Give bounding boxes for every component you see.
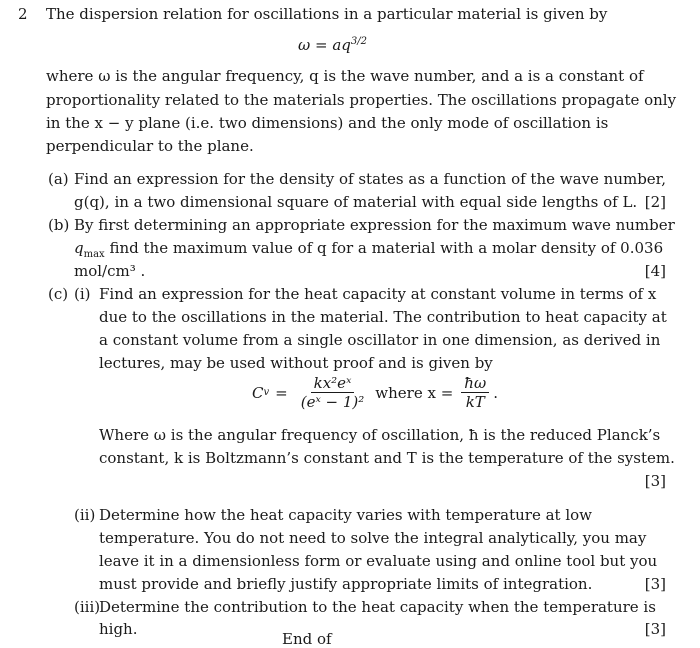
part-c-iii-marks: [3]: [644, 620, 666, 638]
equation-exponent: 3/2: [350, 36, 367, 47]
part-c-i-line: a constant volume from a single oscillator in one dimension, as derived in: [99, 331, 661, 349]
part-c-label: (c): [48, 285, 69, 303]
part-c-ii-line: Determine how the heat capacity varies with temperature at low: [99, 506, 593, 524]
intro-paragraph-line: where ω is the angular frequency, q is the wave number, and a is a constant of: [46, 67, 644, 85]
part-a-line: Find an expression for the density of states as a function of the wave number,: [74, 170, 666, 188]
formula-lhs-subscript: v: [263, 387, 270, 398]
dispersion-equation: [298, 36, 367, 54]
part-a-line: g(q), in a two dimensional square of material with equal side lengths of L.: [74, 193, 638, 211]
qmax-subscript: max: [83, 249, 105, 260]
intro-paragraph-line: in the x − y plane (i.e. two dimensions) and the only mode of oscillation is: [46, 114, 609, 132]
fraction-1-numerator: kx²eˣ: [311, 374, 355, 393]
part-c-i-after-line: constant, k is Boltzmann’s constant and T is the temperature of the system.: [99, 449, 675, 467]
part-c-ii-line: leave it in a dimensionless form or evaluate using and online tool but you: [99, 552, 658, 570]
part-c-i-line: Find an expression for the heat capacity at constant volume in terms of x: [99, 285, 657, 303]
part-c-ii-line: temperature. You do not need to solve the integral analytically, you may: [99, 529, 647, 547]
part-a-marks: [2]: [644, 193, 666, 211]
part-b-label: (b): [48, 216, 70, 234]
formula-end: .: [493, 383, 498, 402]
part-b-line: mol/cm³ .: [74, 262, 146, 280]
formula-equals: =: [275, 383, 288, 402]
part-c-iii-label: (iii): [74, 598, 101, 616]
question-number: 2: [18, 5, 28, 23]
intro-line: The dispersion relation for oscillations in a particular material is given by: [46, 5, 608, 23]
part-c-iii-line: Determine the contribution to the heat capacity when the temperature is: [99, 598, 656, 616]
heat-capacity-formula: [252, 374, 498, 411]
intro-paragraph-line: proportionality related to the materials properties. The oscillations propagate only: [46, 91, 677, 109]
part-c-i-after-line: Where ω is the angular frequency of oscillation, ħ is the reduced Planck’s: [99, 426, 661, 444]
part-c-i-label: (i): [74, 285, 91, 303]
part-c-i-marks: [3]: [644, 472, 666, 490]
part-c-i-line: due to the oscillations in the material. The contribution to heat capacity at: [99, 308, 667, 326]
part-b-line-text: find the maximum value of q for a material with a molar density of 0.036: [109, 239, 664, 257]
fraction-2-numerator: ħω: [461, 374, 489, 393]
part-c-ii-marks: [3]: [644, 575, 666, 593]
equation-text: ω = aq: [298, 36, 351, 54]
formula-lhs: C: [252, 383, 264, 402]
fraction-2-denominator: kT: [465, 393, 485, 411]
part-c-ii-line: must provide and briefly justify appropriate limits of integration.: [99, 575, 593, 593]
part-b-line-qmax: [74, 239, 663, 260]
footer-text: End of: [282, 630, 332, 648]
part-b-line: By first determining an appropriate expression for the maximum wave number: [74, 216, 675, 234]
part-c-iii-line: high.: [99, 620, 138, 638]
fraction-1-denominator: (eˣ − 1)²: [300, 393, 365, 411]
part-c-i-line: lectures, may be used without proof and is given by: [99, 354, 493, 372]
part-c-ii-label: (ii): [74, 506, 96, 524]
formula-fraction-1: [298, 374, 368, 411]
formula-where: where x =: [375, 383, 454, 402]
qmax-symbol: q: [74, 239, 84, 257]
part-b-marks: [4]: [644, 262, 666, 280]
formula-fraction-2: [461, 374, 489, 411]
part-a-label: (a): [48, 170, 69, 188]
intro-paragraph-line: perpendicular to the plane.: [46, 137, 254, 155]
